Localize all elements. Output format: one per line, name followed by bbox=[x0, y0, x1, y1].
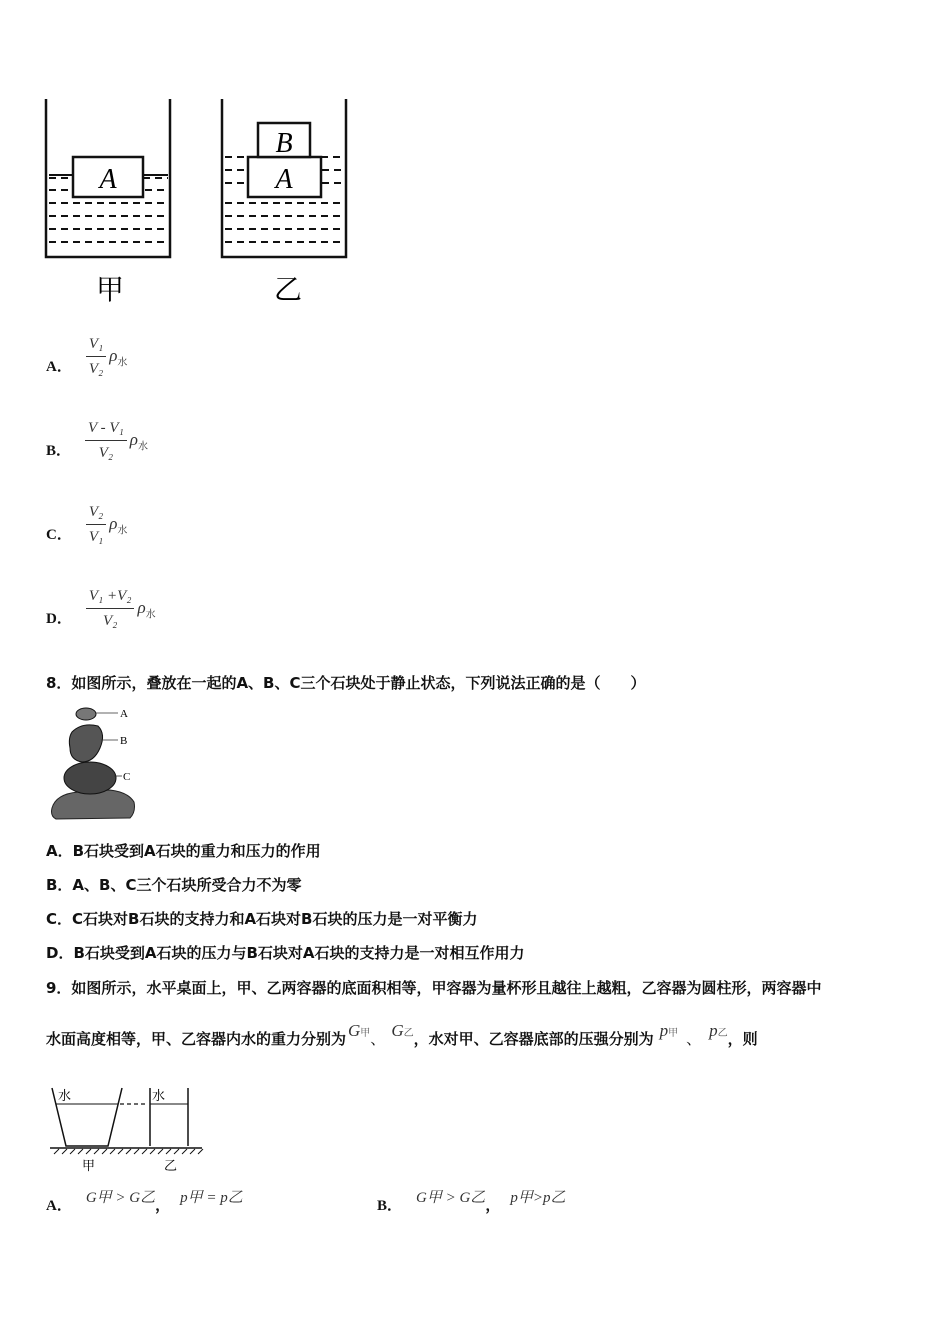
q7-option-a bbox=[46, 336, 127, 378]
q8-option-c: C．C石块对B石块的支持力和A石块对B石块的压力是一对平衡力 bbox=[46, 910, 478, 928]
fraction: $\frac{\text{V - V₁}}{\text{V₂}}$ bbox=[85, 420, 127, 462]
fraction: $\frac{\text{V₁}}{\text{V₂}}$ bbox=[86, 336, 106, 378]
option-letter: B． bbox=[46, 442, 72, 459]
water-label-right: 水 bbox=[152, 1089, 166, 1104]
p-jia: p甲 bbox=[659, 1021, 679, 1040]
stone-label-b: B bbox=[120, 735, 128, 747]
label-jia: 甲 bbox=[95, 273, 125, 306]
label-yi: 乙 bbox=[164, 1159, 178, 1174]
q9-stem-line2: 水面高度相等，甲、乙容器内水的重力分别为 G甲 、 G乙 ，水对甲、乙容器底部的压强分别为 p甲 、 p乙 ，则 bbox=[46, 1021, 758, 1048]
container-figure bbox=[40, 95, 360, 310]
expr-pressure: p甲 = p乙 bbox=[180, 1190, 243, 1206]
q8-option-b: B．A、B、C三个石块所受合力不为零 bbox=[46, 876, 302, 894]
fraction: $\frac{\text{V₂}}{\text{V₁}}$ bbox=[86, 504, 106, 546]
stone-stack-figure bbox=[48, 700, 148, 822]
stone-label-c: C bbox=[123, 771, 131, 783]
q7-option-d bbox=[46, 588, 156, 630]
label-jia: 甲 bbox=[82, 1159, 96, 1174]
rho-symbol: $\rho_水$ bbox=[109, 513, 128, 537]
expr-pressure: p甲>p乙 bbox=[510, 1190, 566, 1206]
rho-symbol: $\rho_水$ bbox=[137, 597, 156, 621]
block-a-label: A bbox=[99, 164, 117, 195]
q9-option-a: A． G甲 > G乙 ， p甲 = p乙 bbox=[46, 1194, 243, 1215]
rho-symbol: $\rho_水$ bbox=[109, 345, 128, 369]
fraction: $\frac{\text{V₁ +V₂}}{\text{V₂}}$ bbox=[86, 588, 135, 630]
cup-cylinder-figure bbox=[46, 1084, 208, 1174]
rho-symbol: $\rho_水$ bbox=[129, 429, 148, 453]
block-a-label-2: A bbox=[275, 164, 293, 195]
q8-option-a: A．B石块受到A石块的重力和压力的作用 bbox=[46, 842, 321, 860]
q8-option-d: D．B石块受到A石块的压力与B石块对A石块的支持力是一对相互作用力 bbox=[46, 944, 525, 962]
label-yi: 乙 bbox=[273, 273, 303, 306]
stone-label-a: A bbox=[120, 708, 128, 720]
q9-stem-line1: 9．如图所示，水平桌面上，甲、乙两容器的底面积相等，甲容器为量杯形且越往上越粗，乙容器为圆柱形，两容器中 bbox=[46, 979, 822, 997]
q7-option-b bbox=[46, 420, 148, 462]
expr-gravity: G甲 > G乙 bbox=[85, 1190, 156, 1206]
water-label-left: 水 bbox=[58, 1089, 72, 1104]
option-letter: A． bbox=[46, 358, 72, 375]
g-jia: G甲 bbox=[348, 1021, 371, 1040]
option-letter: D． bbox=[46, 610, 72, 627]
block-b-label: B bbox=[275, 128, 293, 159]
q7-option-c bbox=[46, 504, 127, 546]
option-letter: C． bbox=[46, 526, 72, 543]
p-yi: p乙 bbox=[709, 1021, 728, 1040]
q8-stem: 8．如图所示，叠放在一起的A、B、C三个石块处于静止状态，下列说法正确的是（ ） bbox=[46, 674, 646, 692]
q9-option-b: B． G甲 > G乙 ， p甲>p乙 bbox=[377, 1194, 565, 1215]
expr-gravity: G甲 > G乙 bbox=[416, 1190, 486, 1206]
g-yi: G乙 bbox=[391, 1021, 414, 1040]
